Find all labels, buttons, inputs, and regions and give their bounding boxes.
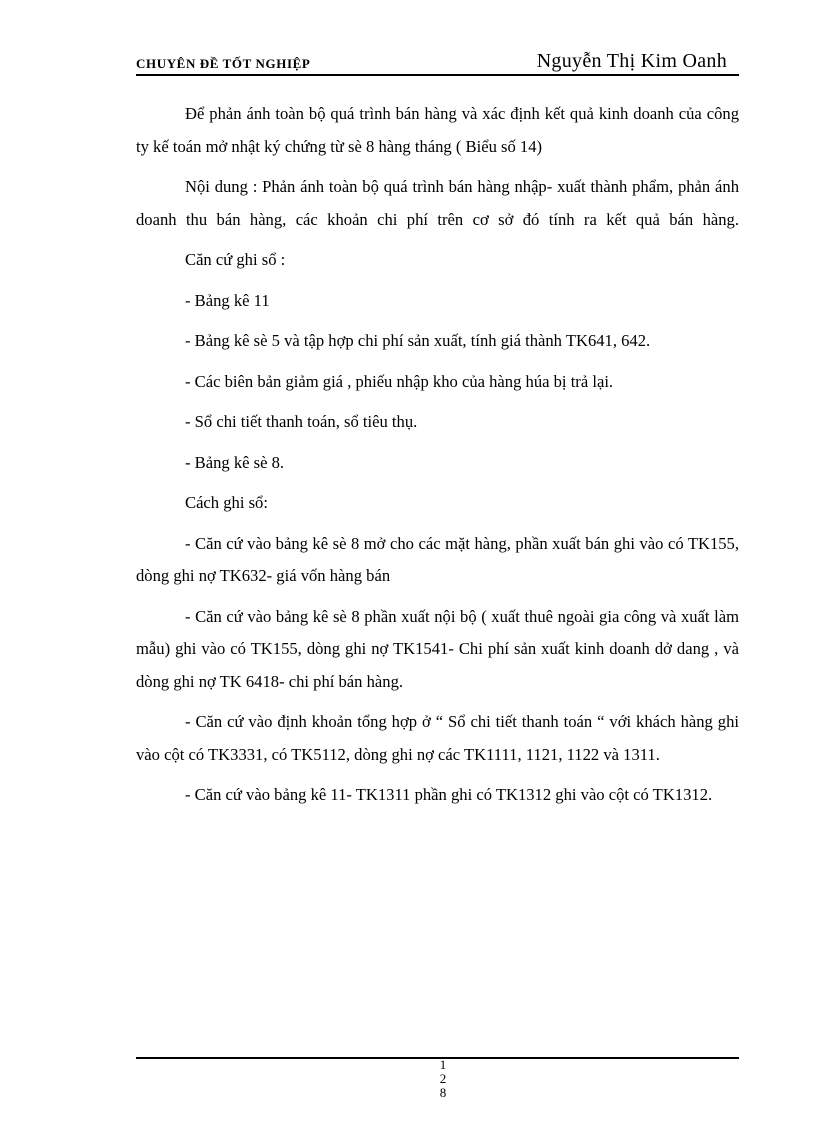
list-item: - Bảng kê 11 <box>185 290 270 310</box>
page-header <box>136 50 739 74</box>
list-item: - Sổ chi tiết thanh toán, sổ tiêu thụ. <box>185 412 418 431</box>
list-item: - Bảng kê sè 8. <box>185 452 285 472</box>
list-item: - Căn cứ vào bảng kê sè 8 mở cho các mặt hàng, phần xuất bán ghi vào có TK155, dòng ghi nợ TK632- giá vốn hàng bán <box>136 533 739 585</box>
page-number-digit: 8 <box>439 1085 447 1100</box>
paragraph-content: Nội dung : Phản ánh toàn bộ quá trình bán hàng nhập- xuất thành phẩm, phản ánh doanh thu bán hàng, các khoản chi phí trên cơ sở đó tính ra kết quả bán hàng. <box>136 177 739 229</box>
paragraph-basis-heading: Căn cứ ghi sổ : <box>185 250 286 269</box>
header-divider <box>136 74 739 76</box>
paragraph-method-heading: Cách ghi sổ: <box>185 493 268 512</box>
document-body <box>136 98 739 820</box>
page-number-digit: 2 <box>439 1071 447 1086</box>
list-item: - Căn cứ vào bảng kê 11- TK1311 phần ghi có TK1312 ghi vào cột có TK1312. <box>185 785 713 804</box>
page-number <box>428 1058 458 1100</box>
header-title: CHUYÊN ĐỀ TỐT NGHIỆP <box>136 56 311 71</box>
list-item: - Bảng kê sè 5 và tập hợp chi phí sản xuất, tính giá thành TK641, 642. <box>185 331 651 350</box>
page-number-digit: 1 <box>439 1057 447 1072</box>
list-item: - Căn cứ vào định khoản tổng hợp ở “ Sổ chi tiết thanh toán “ với khách hàng ghi vào cột có TK3331, có TK5112, dòng ghi nợ các TK1111, 1121, 1122 và 1311. <box>136 712 739 764</box>
paragraph-intro: Để phản ánh toàn bộ quá trình bán hàng và xác định kết quả kinh doanh của công ty kế toán mở nhật ký chứng từ sè 8 hàng tháng ( Biểu số 14) <box>136 104 739 156</box>
list-item: - Căn cứ vào bảng kê sè 8 phần xuất nội bộ ( xuất thuê ngoài gia công và xuất làm mẫu) ghi vào có TK155, dòng ghi nợ TK1541- Chi phí sản xuất kinh doanh dở dang , và dòng ghi nợ TK 6418- chi phí bán hàng. <box>136 606 739 691</box>
list-item: - Các biên bản giảm giá , phiếu nhập kho của hàng húa bị trả lại. <box>185 371 614 391</box>
header-author: Nguyễn Thị Kim Oanh <box>536 50 727 72</box>
